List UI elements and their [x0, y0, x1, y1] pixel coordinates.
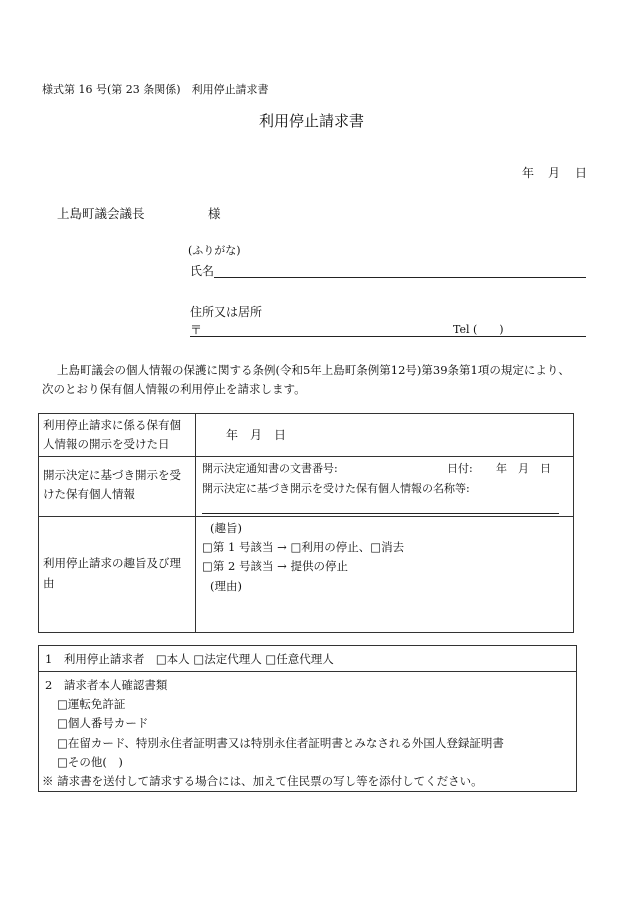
doc-number-label: 開示決定通知書の文書番号: — [202, 462, 338, 475]
disclosure-date-label-1: 利用停止請求に係る保有個 — [43, 418, 181, 432]
id-doc-residence-card[interactable]: □在留カード、特別永住者証明書又は特別永住者証明書とみなされる外国人登録証明書 — [57, 736, 504, 750]
purpose-label: (趣旨) — [210, 521, 242, 535]
table1-column-divider — [195, 413, 196, 633]
id-doc-other[interactable]: □その他( ) — [57, 755, 123, 769]
doc-date-value[interactable]: 年 月 日 — [496, 462, 551, 475]
furigana-label: (ふりがな) — [188, 244, 241, 257]
purpose-reason-label-1: 利用停止請求の趣旨及び理 — [43, 556, 181, 570]
table1-row-divider-1 — [38, 456, 574, 457]
disclosure-date-label-2: 人情報の開示を受けた日 — [43, 437, 170, 451]
name-field-line[interactable] — [214, 277, 586, 278]
purpose-option-1[interactable]: □第 1 号該当 → □利用の停止、□消去 — [202, 540, 405, 554]
disclosed-info-label-1: 開示決定に基づき開示を受 — [43, 468, 181, 482]
table1-row-divider-2 — [38, 516, 574, 517]
id-documents-title: 2 請求者本人確認書類 — [45, 678, 168, 692]
name-label: 氏名 — [190, 264, 215, 278]
doc-date-label: 日付: — [447, 462, 473, 475]
disclosed-info-label-2: けた保有個人情報 — [43, 487, 135, 501]
address-field-line[interactable] — [190, 336, 586, 337]
purpose-option-2[interactable]: □第 2 号該当 → 提供の停止 — [202, 559, 348, 573]
disclosure-date-value[interactable]: 年 月 日 — [226, 428, 287, 442]
date-day: 日 — [575, 166, 588, 180]
info-name-label: 開示決定に基づき開示を受けた保有個人情報の名称等: — [202, 482, 470, 495]
document-title: 利用停止請求書 — [259, 112, 365, 130]
info-name-field-line[interactable] — [202, 513, 559, 514]
intro-line-2: 次のとおり保有個人情報の利用停止を請求します。 — [42, 382, 306, 396]
date-year: 年 — [522, 166, 535, 180]
id-doc-my-number-card[interactable]: □個人番号カード — [57, 716, 149, 730]
mailing-note: ※ 請求書を送付して請求する場合には、加えて住民票の写し等を添付してください。 — [42, 774, 483, 788]
tel-label: Tel ( ) — [453, 323, 504, 336]
requester-type-row[interactable]: 1 利用停止請求者 □本人 □法定代理人 □任意代理人 — [45, 652, 334, 666]
purpose-reason-label-2: 由 — [43, 576, 55, 590]
addressee-honorific: 様 — [208, 206, 221, 221]
postal-mark: 〒 — [190, 323, 203, 337]
reason-label: (理由) — [210, 579, 242, 593]
date-month: 月 — [548, 166, 561, 180]
table2-row-divider — [38, 671, 577, 672]
address-label: 住所又は居所 — [190, 305, 263, 319]
form-number: 様式第 16 号(第 23 条関係) 利用停止請求書 — [42, 83, 269, 96]
intro-line-1: 上島町議会の個人情報の保護に関する条例(令和5年上島町条例第12号)第39条第1項の規定により、 — [57, 363, 570, 377]
id-doc-drivers-license[interactable]: □運転免許証 — [57, 697, 126, 711]
addressee-name: 上島町議会議長 — [57, 206, 145, 221]
